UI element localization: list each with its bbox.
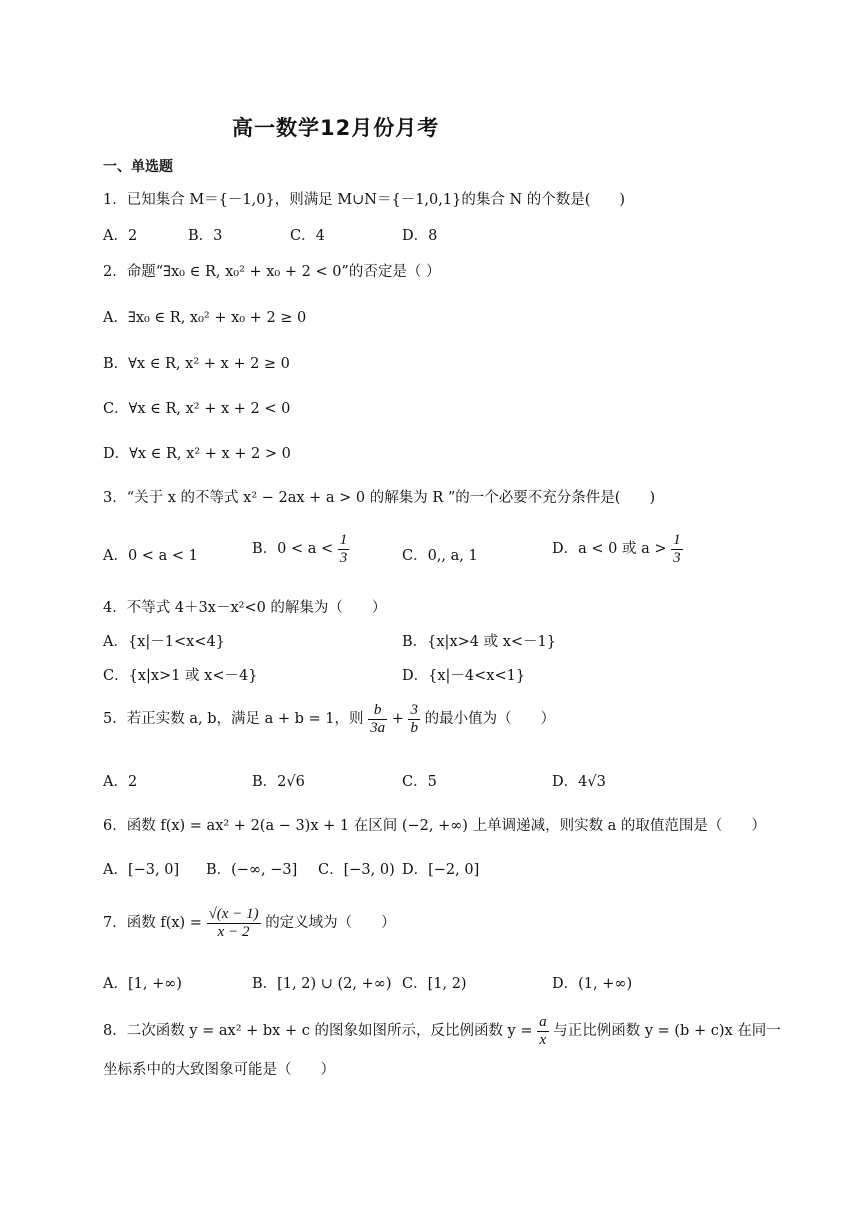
question-8-stem <box>103 1014 781 1048</box>
fraction-numerator: √(x − 1) <box>208 906 259 922</box>
fraction-denominator: b <box>410 719 418 736</box>
fraction <box>338 532 350 566</box>
question-3-option-d <box>552 532 683 566</box>
question-8-stem-suffix: 与正比例函数 y = (b + c)x 在同一 <box>553 1023 781 1039</box>
question-4-option-c: C．{x|x>1 或 x<－4} <box>103 668 258 684</box>
question-2-option-a: A．∃x₀ ∈ R, x₀² + x₀ + 2 ≥ 0 <box>103 310 307 326</box>
fraction-denominator: 3 <box>339 549 348 566</box>
question-4-option-d: D．{x|－4<x<1} <box>402 668 526 684</box>
question-4-stem: 4．不等式 4＋3x－x²<0 的解集为（ ） <box>103 600 387 616</box>
fraction-denominator: x <box>539 1031 547 1048</box>
question-3-option-b-text: B．0 < a < <box>252 541 334 557</box>
fraction-numerator: a <box>539 1014 547 1030</box>
question-2-option-c: C．∀x ∈ R, x² + x + 2 < 0 <box>103 401 291 417</box>
question-5-option-a: A．2 <box>103 774 138 790</box>
plus-sign: + <box>391 711 404 727</box>
question-5-stem-suffix: 的最小值为（ ） <box>424 711 556 727</box>
question-4-option-a: A．{x|－1<x<4} <box>103 634 225 650</box>
question-6-stem: 6．函数 f(x) = ax² + 2(a − 3)x + 1 在区间 (−2, +∞) 上单调递减，则实数 a 的取值范围是（ ） <box>103 818 766 834</box>
question-4-option-b: B．{x|x>4 或 x<－1} <box>402 634 556 650</box>
section-heading: 一、单选题 <box>103 159 173 175</box>
question-8-stem-prefix: 8．二次函数 y = ax² + bx + c 的图象如图所示，反比例函数 y = <box>103 1023 533 1039</box>
fraction <box>207 906 261 940</box>
fraction-denominator: 3 <box>673 549 681 566</box>
question-1-option-b: B．3 <box>188 228 223 244</box>
question-2-option-d: D．∀x ∈ R, x² + x + 2 > 0 <box>103 446 291 462</box>
question-3-option-c: C．0,, a, 1 <box>402 548 478 564</box>
question-1-option-c: C．4 <box>290 228 325 244</box>
question-6-option-d: D．[−2, 0] <box>402 862 480 878</box>
question-3-option-a: A．0 < a < 1 <box>103 548 198 564</box>
question-6-option-a: A．[−3, 0] <box>103 862 180 878</box>
question-3-option-b <box>252 532 349 566</box>
fraction-numerator: b <box>368 702 387 720</box>
question-3-option-d-text: D．a < 0 或 a > <box>552 541 667 557</box>
fraction <box>537 1014 549 1048</box>
question-6-option-c: C．[−3, 0) <box>318 862 395 878</box>
question-2-stem: 2．命题“∃x₀ ∈ R, x₀² + x₀ + 2 < 0”的否定是（ ） <box>103 264 441 280</box>
fraction-numerator: 1 <box>339 532 348 548</box>
question-7-option-a: A．[1, +∞) <box>103 976 182 992</box>
question-7-option-c: C．[1, 2) <box>402 976 467 992</box>
question-2-option-b: B．∀x ∈ R, x² + x + 2 ≥ 0 <box>103 356 290 372</box>
fraction <box>671 532 683 566</box>
question-8-stem-line-2: 坐标系中的大致图象可能是（ ） <box>103 1062 335 1078</box>
fraction-numerator: 3 <box>410 702 418 718</box>
question-1-option-d: D．8 <box>402 228 438 244</box>
question-7-stem-suffix: 的定义域为（ ） <box>265 915 396 931</box>
question-5-stem <box>103 702 555 736</box>
question-5-option-c: C．5 <box>402 774 437 790</box>
fraction-denominator: x − 2 <box>217 923 250 940</box>
question-6-option-b: B．(−∞, −3] <box>206 862 298 878</box>
fraction-numerator: 1 <box>673 532 681 548</box>
question-7-stem <box>103 906 396 940</box>
fraction <box>408 702 420 736</box>
fraction <box>368 702 387 736</box>
question-7-stem-prefix: 7．函数 f(x) = <box>103 915 202 931</box>
question-3-stem: 3．“关于 x 的不等式 x² − 2ax + a > 0 的解集为 R ”的一个必要不充分条件是( ) <box>103 490 656 506</box>
question-5-option-b: B．2√6 <box>252 774 305 790</box>
question-1-stem: 1．已知集合 M＝{－1,0}，则满足 M∪N＝{－1,0,1}的集合 N 的个数是( ) <box>103 192 626 208</box>
question-7-option-d: D．(1, +∞) <box>552 976 633 992</box>
question-5-option-d: D．4√3 <box>552 774 606 790</box>
exam-title: 高一数学12月份月考 <box>232 116 440 140</box>
question-7-option-b: B．[1, 2) ∪ (2, +∞) <box>252 976 392 992</box>
fraction-denominator: 3a <box>370 719 386 736</box>
question-1-option-a: A．2 <box>103 228 138 244</box>
question-5-stem-prefix: 5．若正实数 a, b，满足 a + b = 1，则 <box>103 711 364 727</box>
